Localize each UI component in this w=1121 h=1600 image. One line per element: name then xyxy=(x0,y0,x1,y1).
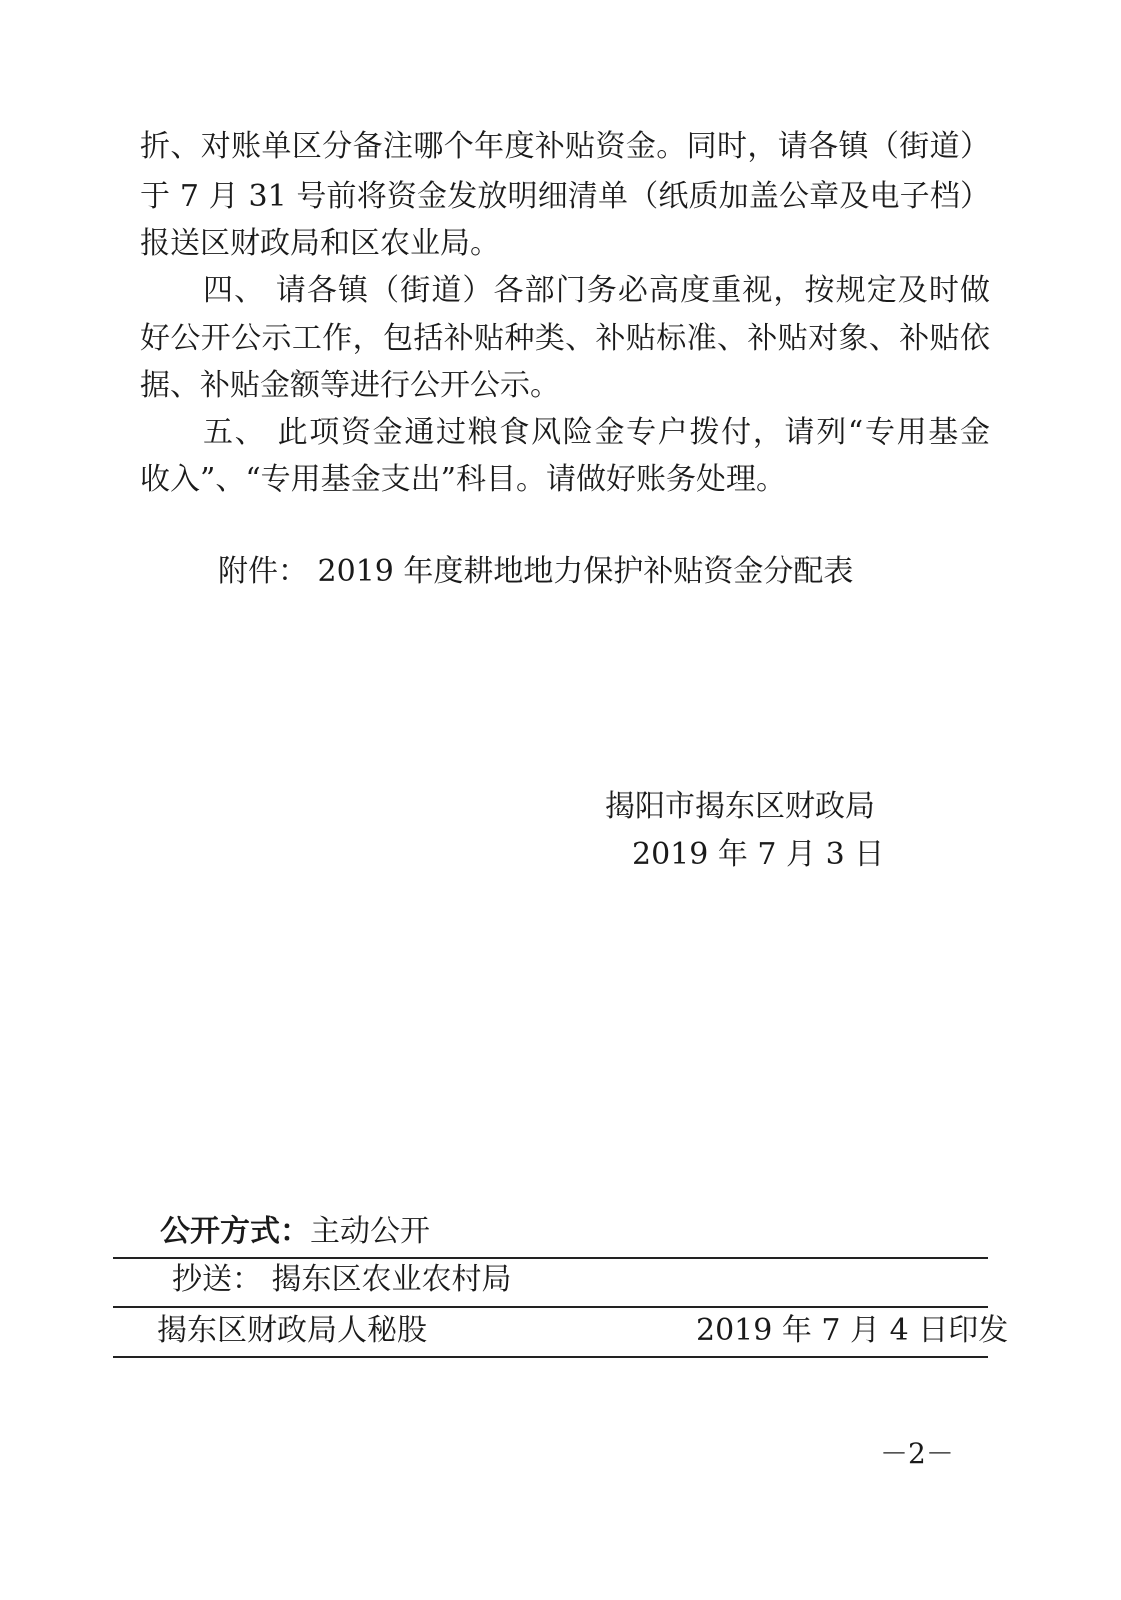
cc-row: 抄送： 揭东区农业农村局 xyxy=(172,1262,512,1297)
body-line-7: 五、 此项资金通过粮食风险金专户拨付，请列“专用基金 xyxy=(203,415,990,450)
footer-rule-top xyxy=(113,1257,988,1259)
body-line-5: 好公开公示工作，包括补贴种类、补贴标准、补贴对象、补贴依 xyxy=(140,321,990,356)
attachment-line: 附件： 2019 年度耕地地力保护补贴资金分配表 xyxy=(218,554,854,589)
page-number: －2－ xyxy=(880,1437,954,1470)
signature-date: 2019 年 7 月 3 日 xyxy=(632,837,885,872)
issuer: 揭东区财政局人秘股 xyxy=(157,1313,427,1348)
body-line-6: 据、补贴金额等进行公开公示。 xyxy=(140,368,560,403)
issue-date: 2019 年 7 月 4 日印发 xyxy=(696,1313,1009,1348)
body-line-1: 折、对账单区分备注哪个年度补贴资金。同时，请各镇（街道） xyxy=(140,129,990,164)
disclosure-row xyxy=(160,1212,430,1252)
body-line-4: 四、 请各镇（街道）各部门务必高度重视，按规定及时做 xyxy=(203,273,990,308)
body-line-3: 报送区财政局和区农业局。 xyxy=(140,226,500,261)
footer-rule-middle xyxy=(113,1306,988,1308)
footer-rule-bottom xyxy=(113,1356,988,1358)
disclosure-value: 主动公开 xyxy=(310,1214,430,1249)
signature-org: 揭阳市揭东区财政局 xyxy=(605,789,875,824)
disclosure-label: 公开方式： xyxy=(160,1214,310,1249)
body-line-8: 收入”、“专用基金支出”科目。请做好账务处理。 xyxy=(140,462,787,497)
body-line-2: 于 7 月 31 号前将资金发放明细清单（纸质加盖公章及电子档） xyxy=(140,179,990,214)
